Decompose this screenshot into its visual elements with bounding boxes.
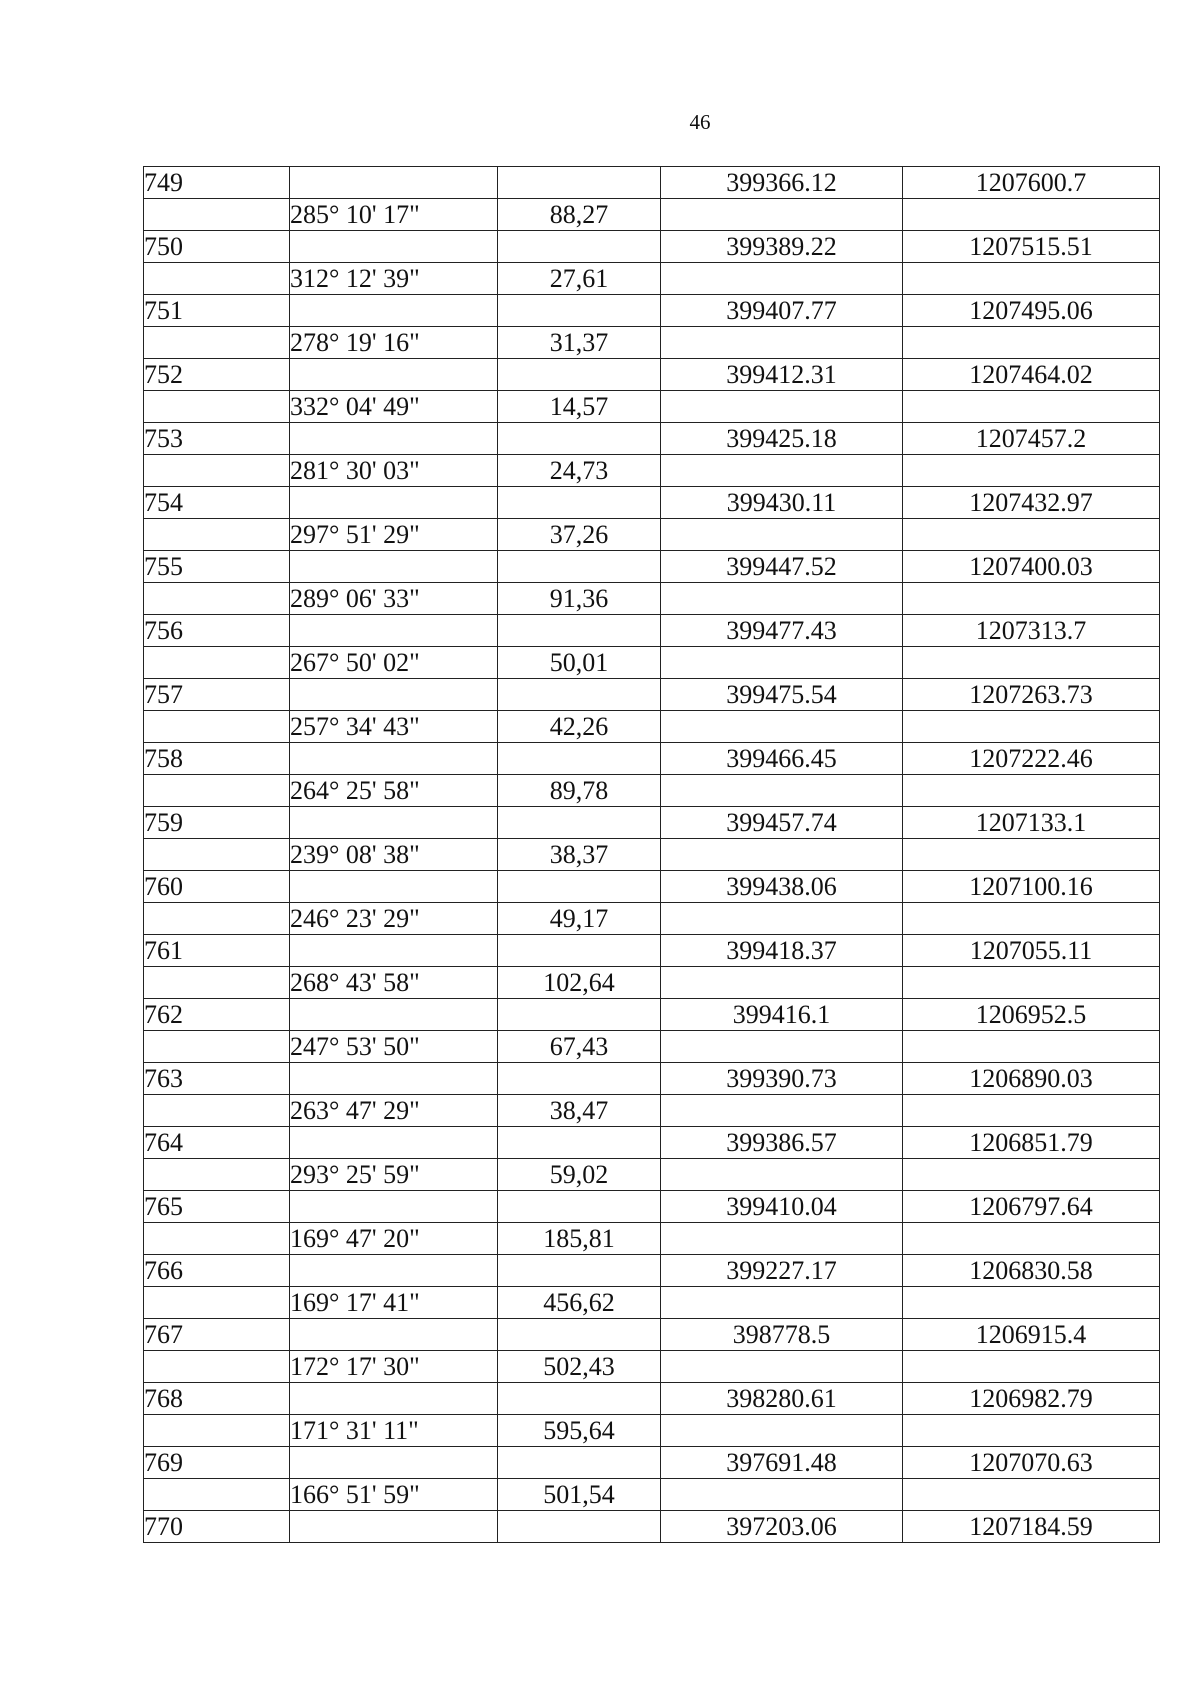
segment-row bbox=[144, 1031, 1160, 1063]
segment-row bbox=[144, 775, 1160, 807]
x-coordinate-cell bbox=[661, 647, 903, 679]
direction-angle-cell bbox=[290, 423, 498, 455]
x-coordinate-cell bbox=[661, 263, 903, 295]
segment-row bbox=[144, 1415, 1160, 1447]
x-coordinate-cell bbox=[661, 1415, 903, 1447]
point-number-cell bbox=[144, 967, 290, 999]
side-length-cell: 102,64 bbox=[498, 967, 661, 999]
direction-angle-cell bbox=[290, 1447, 498, 1479]
y-coordinate-cell: 1206851.79 bbox=[903, 1127, 1160, 1159]
direction-angle-cell: 171° 31' 11" bbox=[290, 1415, 498, 1447]
point-row bbox=[144, 1511, 1160, 1543]
direction-angle-cell: 257° 34' 43" bbox=[290, 711, 498, 743]
point-number-cell: 766 bbox=[144, 1255, 290, 1287]
side-length-cell bbox=[498, 935, 661, 967]
direction-angle-cell: 285° 10' 17" bbox=[290, 199, 498, 231]
y-coordinate-cell bbox=[903, 455, 1160, 487]
side-length-cell: 91,36 bbox=[498, 583, 661, 615]
point-number-cell: 757 bbox=[144, 679, 290, 711]
segment-row bbox=[144, 519, 1160, 551]
y-coordinate-cell: 1207600.7 bbox=[903, 167, 1160, 199]
y-coordinate-cell: 1206797.64 bbox=[903, 1191, 1160, 1223]
y-coordinate-cell: 1207432.97 bbox=[903, 487, 1160, 519]
y-coordinate-cell: 1207100.16 bbox=[903, 871, 1160, 903]
y-coordinate-cell bbox=[903, 1031, 1160, 1063]
point-row bbox=[144, 167, 1160, 199]
side-length-cell bbox=[498, 1127, 661, 1159]
x-coordinate-cell bbox=[661, 1223, 903, 1255]
x-coordinate-cell: 399425.18 bbox=[661, 423, 903, 455]
side-length-cell: 50,01 bbox=[498, 647, 661, 679]
segment-row bbox=[144, 1479, 1160, 1511]
direction-angle-cell: 293° 25' 59" bbox=[290, 1159, 498, 1191]
direction-angle-cell: 264° 25' 58" bbox=[290, 775, 498, 807]
point-row bbox=[144, 295, 1160, 327]
side-length-cell: 67,43 bbox=[498, 1031, 661, 1063]
direction-angle-cell: 281° 30' 03" bbox=[290, 455, 498, 487]
side-length-cell: 59,02 bbox=[498, 1159, 661, 1191]
direction-angle-cell bbox=[290, 551, 498, 583]
point-row bbox=[144, 807, 1160, 839]
point-number-cell bbox=[144, 1159, 290, 1191]
point-number-cell: 765 bbox=[144, 1191, 290, 1223]
x-coordinate-cell: 399418.37 bbox=[661, 935, 903, 967]
point-number-cell bbox=[144, 1031, 290, 1063]
side-length-cell: 501,54 bbox=[498, 1479, 661, 1511]
direction-angle-cell: 169° 47' 20" bbox=[290, 1223, 498, 1255]
point-number-cell: 759 bbox=[144, 807, 290, 839]
side-length-cell bbox=[498, 1319, 661, 1351]
point-number-cell bbox=[144, 903, 290, 935]
point-number-cell bbox=[144, 775, 290, 807]
y-coordinate-cell bbox=[903, 519, 1160, 551]
point-row bbox=[144, 615, 1160, 647]
point-row bbox=[144, 359, 1160, 391]
x-coordinate-cell bbox=[661, 839, 903, 871]
side-length-cell: 38,47 bbox=[498, 1095, 661, 1127]
point-number-cell bbox=[144, 1095, 290, 1127]
point-number-cell: 750 bbox=[144, 231, 290, 263]
y-coordinate-cell: 1207400.03 bbox=[903, 551, 1160, 583]
x-coordinate-cell: 399457.74 bbox=[661, 807, 903, 839]
y-coordinate-cell bbox=[903, 199, 1160, 231]
direction-angle-cell bbox=[290, 1191, 498, 1223]
y-coordinate-cell bbox=[903, 1223, 1160, 1255]
x-coordinate-cell bbox=[661, 1351, 903, 1383]
segment-row bbox=[144, 391, 1160, 423]
x-coordinate-cell: 399438.06 bbox=[661, 871, 903, 903]
x-coordinate-cell bbox=[661, 583, 903, 615]
point-number-cell: 762 bbox=[144, 999, 290, 1031]
y-coordinate-cell: 1207313.7 bbox=[903, 615, 1160, 647]
direction-angle-cell bbox=[290, 679, 498, 711]
x-coordinate-cell: 399412.31 bbox=[661, 359, 903, 391]
x-coordinate-cell bbox=[661, 775, 903, 807]
point-number-cell bbox=[144, 455, 290, 487]
x-coordinate-cell bbox=[661, 1095, 903, 1127]
x-coordinate-cell: 399390.73 bbox=[661, 1063, 903, 1095]
point-row bbox=[144, 935, 1160, 967]
x-coordinate-cell bbox=[661, 967, 903, 999]
direction-angle-cell: 278° 19' 16" bbox=[290, 327, 498, 359]
point-row bbox=[144, 871, 1160, 903]
segment-row bbox=[144, 1095, 1160, 1127]
point-number-cell: 767 bbox=[144, 1319, 290, 1351]
direction-angle-cell: 172° 17' 30" bbox=[290, 1351, 498, 1383]
side-length-cell: 42,26 bbox=[498, 711, 661, 743]
y-coordinate-cell: 1207184.59 bbox=[903, 1511, 1160, 1543]
side-length-cell bbox=[498, 423, 661, 455]
point-number-cell bbox=[144, 1287, 290, 1319]
y-coordinate-cell: 1207464.02 bbox=[903, 359, 1160, 391]
y-coordinate-cell: 1206890.03 bbox=[903, 1063, 1160, 1095]
x-coordinate-cell bbox=[661, 903, 903, 935]
side-length-cell bbox=[498, 1063, 661, 1095]
direction-angle-cell: 332° 04' 49" bbox=[290, 391, 498, 423]
point-number-cell: 751 bbox=[144, 295, 290, 327]
side-length-cell: 88,27 bbox=[498, 199, 661, 231]
segment-row bbox=[144, 1287, 1160, 1319]
direction-angle-cell bbox=[290, 935, 498, 967]
side-length-cell: 31,37 bbox=[498, 327, 661, 359]
y-coordinate-cell: 1207133.1 bbox=[903, 807, 1160, 839]
direction-angle-cell: 166° 51' 59" bbox=[290, 1479, 498, 1511]
direction-angle-cell bbox=[290, 615, 498, 647]
y-coordinate-cell: 1207263.73 bbox=[903, 679, 1160, 711]
y-coordinate-cell bbox=[903, 391, 1160, 423]
direction-angle-cell: 246° 23' 29" bbox=[290, 903, 498, 935]
side-length-cell bbox=[498, 1191, 661, 1223]
side-length-cell bbox=[498, 999, 661, 1031]
point-number-cell: 761 bbox=[144, 935, 290, 967]
point-number-cell bbox=[144, 583, 290, 615]
direction-angle-cell bbox=[290, 487, 498, 519]
x-coordinate-cell: 399386.57 bbox=[661, 1127, 903, 1159]
direction-angle-cell bbox=[290, 1063, 498, 1095]
x-coordinate-cell: 399416.1 bbox=[661, 999, 903, 1031]
x-coordinate-cell: 399447.52 bbox=[661, 551, 903, 583]
x-coordinate-cell: 399366.12 bbox=[661, 167, 903, 199]
x-coordinate-cell: 399227.17 bbox=[661, 1255, 903, 1287]
direction-angle-cell: 297° 51' 29" bbox=[290, 519, 498, 551]
point-row bbox=[144, 551, 1160, 583]
point-row bbox=[144, 1127, 1160, 1159]
direction-angle-cell bbox=[290, 295, 498, 327]
side-length-cell bbox=[498, 487, 661, 519]
y-coordinate-cell bbox=[903, 1351, 1160, 1383]
point-number-cell: 752 bbox=[144, 359, 290, 391]
point-number-cell: 760 bbox=[144, 871, 290, 903]
point-row bbox=[144, 743, 1160, 775]
side-length-cell bbox=[498, 807, 661, 839]
segment-row bbox=[144, 199, 1160, 231]
x-coordinate-cell: 397203.06 bbox=[661, 1511, 903, 1543]
point-row bbox=[144, 1191, 1160, 1223]
x-coordinate-cell bbox=[661, 1031, 903, 1063]
direction-angle-cell bbox=[290, 807, 498, 839]
point-number-cell: 749 bbox=[144, 167, 290, 199]
point-number-cell: 754 bbox=[144, 487, 290, 519]
y-coordinate-cell bbox=[903, 967, 1160, 999]
point-number-cell bbox=[144, 1415, 290, 1447]
x-coordinate-cell: 399477.43 bbox=[661, 615, 903, 647]
point-row bbox=[144, 423, 1160, 455]
y-coordinate-cell bbox=[903, 647, 1160, 679]
direction-angle-cell: 247° 53' 50" bbox=[290, 1031, 498, 1063]
point-number-cell: 756 bbox=[144, 615, 290, 647]
y-coordinate-cell bbox=[903, 775, 1160, 807]
point-number-cell bbox=[144, 327, 290, 359]
point-number-cell bbox=[144, 839, 290, 871]
side-length-cell: 37,26 bbox=[498, 519, 661, 551]
side-length-cell bbox=[498, 359, 661, 391]
direction-angle-cell bbox=[290, 871, 498, 903]
direction-angle-cell bbox=[290, 1127, 498, 1159]
point-number-cell bbox=[144, 1479, 290, 1511]
side-length-cell: 14,57 bbox=[498, 391, 661, 423]
point-row bbox=[144, 487, 1160, 519]
side-length-cell: 27,61 bbox=[498, 263, 661, 295]
point-number-cell bbox=[144, 711, 290, 743]
segment-row bbox=[144, 1159, 1160, 1191]
side-length-cell bbox=[498, 1383, 661, 1415]
x-coordinate-cell: 399389.22 bbox=[661, 231, 903, 263]
direction-angle-cell: 312° 12' 39" bbox=[290, 263, 498, 295]
x-coordinate-cell: 399466.45 bbox=[661, 743, 903, 775]
point-number-cell bbox=[144, 1351, 290, 1383]
point-number-cell bbox=[144, 263, 290, 295]
side-length-cell bbox=[498, 1447, 661, 1479]
side-length-cell bbox=[498, 231, 661, 263]
segment-row bbox=[144, 839, 1160, 871]
point-row bbox=[144, 999, 1160, 1031]
page-number: 46 bbox=[689, 110, 711, 134]
side-length-cell bbox=[498, 551, 661, 583]
point-row bbox=[144, 1255, 1160, 1287]
segment-row bbox=[144, 647, 1160, 679]
x-coordinate-cell: 399430.11 bbox=[661, 487, 903, 519]
y-coordinate-cell: 1207070.63 bbox=[903, 1447, 1160, 1479]
point-number-cell bbox=[144, 647, 290, 679]
x-coordinate-cell bbox=[661, 1479, 903, 1511]
y-coordinate-cell: 1207457.2 bbox=[903, 423, 1160, 455]
direction-angle-cell: 169° 17' 41" bbox=[290, 1287, 498, 1319]
point-number-cell: 769 bbox=[144, 1447, 290, 1479]
side-length-cell bbox=[498, 743, 661, 775]
x-coordinate-cell bbox=[661, 199, 903, 231]
side-length-cell bbox=[498, 679, 661, 711]
y-coordinate-cell: 1207222.46 bbox=[903, 743, 1160, 775]
x-coordinate-cell: 399407.77 bbox=[661, 295, 903, 327]
x-coordinate-cell: 399410.04 bbox=[661, 1191, 903, 1223]
segment-row bbox=[144, 455, 1160, 487]
direction-angle-cell bbox=[290, 167, 498, 199]
y-coordinate-cell bbox=[903, 839, 1160, 871]
y-coordinate-cell bbox=[903, 327, 1160, 359]
side-length-cell bbox=[498, 1255, 661, 1287]
direction-angle-cell: 267° 50' 02" bbox=[290, 647, 498, 679]
point-number-cell bbox=[144, 391, 290, 423]
direction-angle-cell bbox=[290, 1511, 498, 1543]
direction-angle-cell: 268° 43' 58" bbox=[290, 967, 498, 999]
y-coordinate-cell bbox=[903, 583, 1160, 615]
coordinates-table-body bbox=[144, 167, 1160, 1543]
direction-angle-cell bbox=[290, 999, 498, 1031]
point-number-cell: 753 bbox=[144, 423, 290, 455]
x-coordinate-cell bbox=[661, 391, 903, 423]
point-number-cell: 758 bbox=[144, 743, 290, 775]
direction-angle-cell bbox=[290, 743, 498, 775]
y-coordinate-cell: 1207515.51 bbox=[903, 231, 1160, 263]
point-row bbox=[144, 1447, 1160, 1479]
x-coordinate-cell bbox=[661, 327, 903, 359]
x-coordinate-cell: 398778.5 bbox=[661, 1319, 903, 1351]
side-length-cell bbox=[498, 615, 661, 647]
y-coordinate-cell bbox=[903, 1479, 1160, 1511]
point-number-cell: 764 bbox=[144, 1127, 290, 1159]
point-number-cell bbox=[144, 1223, 290, 1255]
y-coordinate-cell: 1206830.58 bbox=[903, 1255, 1160, 1287]
point-row bbox=[144, 1319, 1160, 1351]
direction-angle-cell: 239° 08' 38" bbox=[290, 839, 498, 871]
point-number-cell: 768 bbox=[144, 1383, 290, 1415]
side-length-cell: 595,64 bbox=[498, 1415, 661, 1447]
coordinates-table bbox=[143, 166, 1160, 1543]
point-row bbox=[144, 1383, 1160, 1415]
y-coordinate-cell bbox=[903, 711, 1160, 743]
segment-row bbox=[144, 263, 1160, 295]
segment-row bbox=[144, 1223, 1160, 1255]
y-coordinate-cell: 1206952.5 bbox=[903, 999, 1160, 1031]
x-coordinate-cell bbox=[661, 1287, 903, 1319]
segment-row bbox=[144, 583, 1160, 615]
side-length-cell: 49,17 bbox=[498, 903, 661, 935]
direction-angle-cell bbox=[290, 1255, 498, 1287]
segment-row bbox=[144, 327, 1160, 359]
segment-row bbox=[144, 903, 1160, 935]
x-coordinate-cell: 399475.54 bbox=[661, 679, 903, 711]
side-length-cell: 24,73 bbox=[498, 455, 661, 487]
y-coordinate-cell: 1207055.11 bbox=[903, 935, 1160, 967]
segment-row bbox=[144, 967, 1160, 999]
segment-row bbox=[144, 711, 1160, 743]
point-row bbox=[144, 231, 1160, 263]
y-coordinate-cell bbox=[903, 263, 1160, 295]
direction-angle-cell: 263° 47' 29" bbox=[290, 1095, 498, 1127]
side-length-cell: 185,81 bbox=[498, 1223, 661, 1255]
x-coordinate-cell bbox=[661, 711, 903, 743]
y-coordinate-cell bbox=[903, 903, 1160, 935]
x-coordinate-cell bbox=[661, 1159, 903, 1191]
side-length-cell bbox=[498, 1511, 661, 1543]
side-length-cell bbox=[498, 871, 661, 903]
y-coordinate-cell: 1206915.4 bbox=[903, 1319, 1160, 1351]
y-coordinate-cell bbox=[903, 1095, 1160, 1127]
direction-angle-cell bbox=[290, 359, 498, 391]
y-coordinate-cell: 1206982.79 bbox=[903, 1383, 1160, 1415]
x-coordinate-cell bbox=[661, 519, 903, 551]
y-coordinate-cell bbox=[903, 1415, 1160, 1447]
y-coordinate-cell bbox=[903, 1159, 1160, 1191]
x-coordinate-cell bbox=[661, 455, 903, 487]
x-coordinate-cell: 398280.61 bbox=[661, 1383, 903, 1415]
side-length-cell bbox=[498, 295, 661, 327]
point-number-cell: 755 bbox=[144, 551, 290, 583]
point-number-cell: 770 bbox=[144, 1511, 290, 1543]
point-row bbox=[144, 679, 1160, 711]
direction-angle-cell bbox=[290, 231, 498, 263]
direction-angle-cell bbox=[290, 1383, 498, 1415]
point-number-cell bbox=[144, 199, 290, 231]
side-length-cell bbox=[498, 167, 661, 199]
side-length-cell: 456,62 bbox=[498, 1287, 661, 1319]
side-length-cell: 502,43 bbox=[498, 1351, 661, 1383]
side-length-cell: 38,37 bbox=[498, 839, 661, 871]
y-coordinate-cell: 1207495.06 bbox=[903, 295, 1160, 327]
point-number-cell: 763 bbox=[144, 1063, 290, 1095]
side-length-cell: 89,78 bbox=[498, 775, 661, 807]
direction-angle-cell bbox=[290, 1319, 498, 1351]
point-row bbox=[144, 1063, 1160, 1095]
point-number-cell bbox=[144, 519, 290, 551]
y-coordinate-cell bbox=[903, 1287, 1160, 1319]
x-coordinate-cell: 397691.48 bbox=[661, 1447, 903, 1479]
segment-row bbox=[144, 1351, 1160, 1383]
direction-angle-cell: 289° 06' 33" bbox=[290, 583, 498, 615]
